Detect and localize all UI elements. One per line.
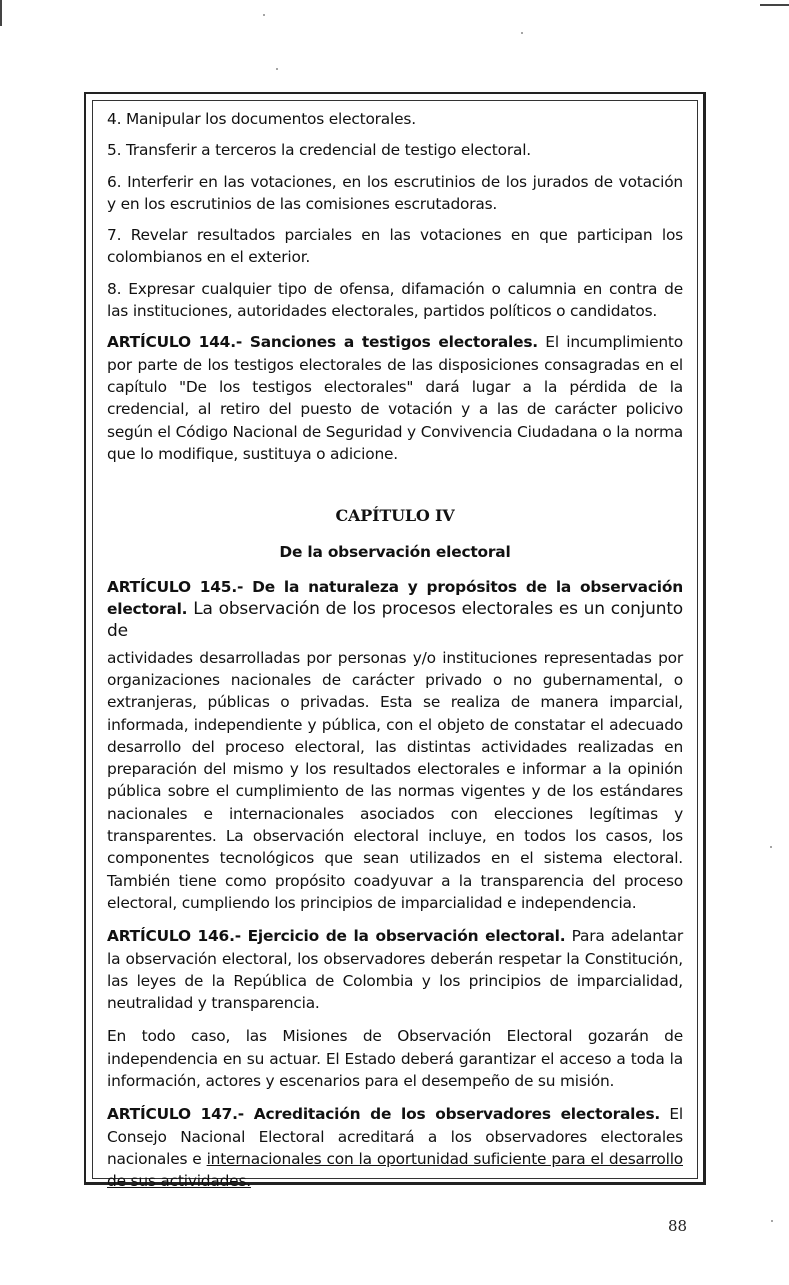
article-145-body-first: La observación de los procesos electorales es un conjunto de <box>107 599 683 642</box>
scan-edge-mark <box>0 0 2 26</box>
article-145-body: actividades desarrolladas por personas y/o instituciones representadas por organizaciones nacionales de carácter privado o no gubernamental, o extranjeras, públicas o privadas. Esta se realiza de manera imparcial, informada, independiente y pública, con el objeto de constatar el adecuado desarrollo del proceso electoral, las distintas actividades realizadas en preparación del mismo y los resultados electorales e informar a la opinión pública sobre el cumplimiento de las normas vigentes y de los estándares nacionales e internacionales asociados con elecciones legítimas y transparentes. La observación electoral incluye, en todos los casos, los componentes tecnológicos que sean utilizados en el sistema electoral. También tiene como propósito coadyuvar a la transparencia del proceso electoral, cumpliendo los principios de imparcialidad e independencia. <box>107 648 683 912</box>
list-item: 4. Manipular los documentos electorales. <box>107 110 416 128</box>
chapter-subtitle: De la observación electoral <box>279 543 511 562</box>
scan-speck <box>770 846 772 848</box>
article-145-title: ARTÍCULO 145.- De la naturaleza y propósitos de la observación electoral. <box>107 577 683 619</box>
scan-speck <box>771 1220 773 1222</box>
article-146 <box>107 925 683 1014</box>
list-item: 7. Revelar resultados parciales en las votaciones en que participan los colombianos en el exterior. <box>107 226 683 267</box>
article-147-title: ARTÍCULO 147.- Acreditación de los observadores electorales. <box>107 1105 661 1124</box>
chapter-title: CAPÍTULO IV <box>335 506 455 526</box>
list-item: 6. Interferir en las votaciones, en los escrutinios de los jurados de votación y en los escrutinios de las comisiones escrutadoras. <box>107 172 683 213</box>
article-144-body: El incumplimiento por parte de los testigos electorales de las disposiciones consagradas en el capítulo "De los testigos electorales" dará lugar a la pérdida de la credencial, al retiro del puesto de votación y a las de carácter policivo según el Código Nacional de Seguridad y Convivencia Ciudadana o la norma que lo modifique, sustituya o adicione. <box>107 333 683 463</box>
article-146-title: ARTÍCULO 146.- Ejercicio de la observación electoral. <box>107 927 566 946</box>
page-number: 88 <box>668 1217 688 1235</box>
article-144 <box>107 331 683 465</box>
scan-speck <box>521 32 523 34</box>
scan-edge-mark <box>760 4 789 6</box>
article-146-body: Para adelantar la observación electoral, los observadores deberán respetar la Constitución, las leyes de la República de Colombia y los principios de imparcialidad, neutralidad y transparencia. <box>107 927 684 1013</box>
article-146-para2: En todo caso, las Misiones de Observación Electoral gozarán de independencia en su actuar. El Estado deberá garantizar el acceso a toda la información, actores y escenarios para el desempeño de su misión. <box>107 1027 683 1090</box>
scan-speck <box>263 14 265 16</box>
scan-speck <box>276 68 278 70</box>
article-145-first <box>107 576 683 643</box>
article-147-body: El Consejo Nacional Electoral acreditará a los observadores electorales nacionales e <box>107 1105 683 1168</box>
article-144-title: ARTÍCULO 144.- Sanciones a testigos electorales. <box>107 333 538 352</box>
list-item: 8. Expresar cualquier tipo de ofensa, difamación o calumnia en contra de las instituciones, autoridades electorales, partidos políticos o candidatos. <box>107 279 683 321</box>
article-147-body-last: internacionales con la oportunidad suficiente para el desarrollo de sus actividades. <box>107 1149 683 1191</box>
document-body <box>107 108 683 1203</box>
article-147 <box>107 1103 683 1192</box>
list-item: 5. Transferir a terceros la credencial de testigo electoral. <box>107 141 531 160</box>
